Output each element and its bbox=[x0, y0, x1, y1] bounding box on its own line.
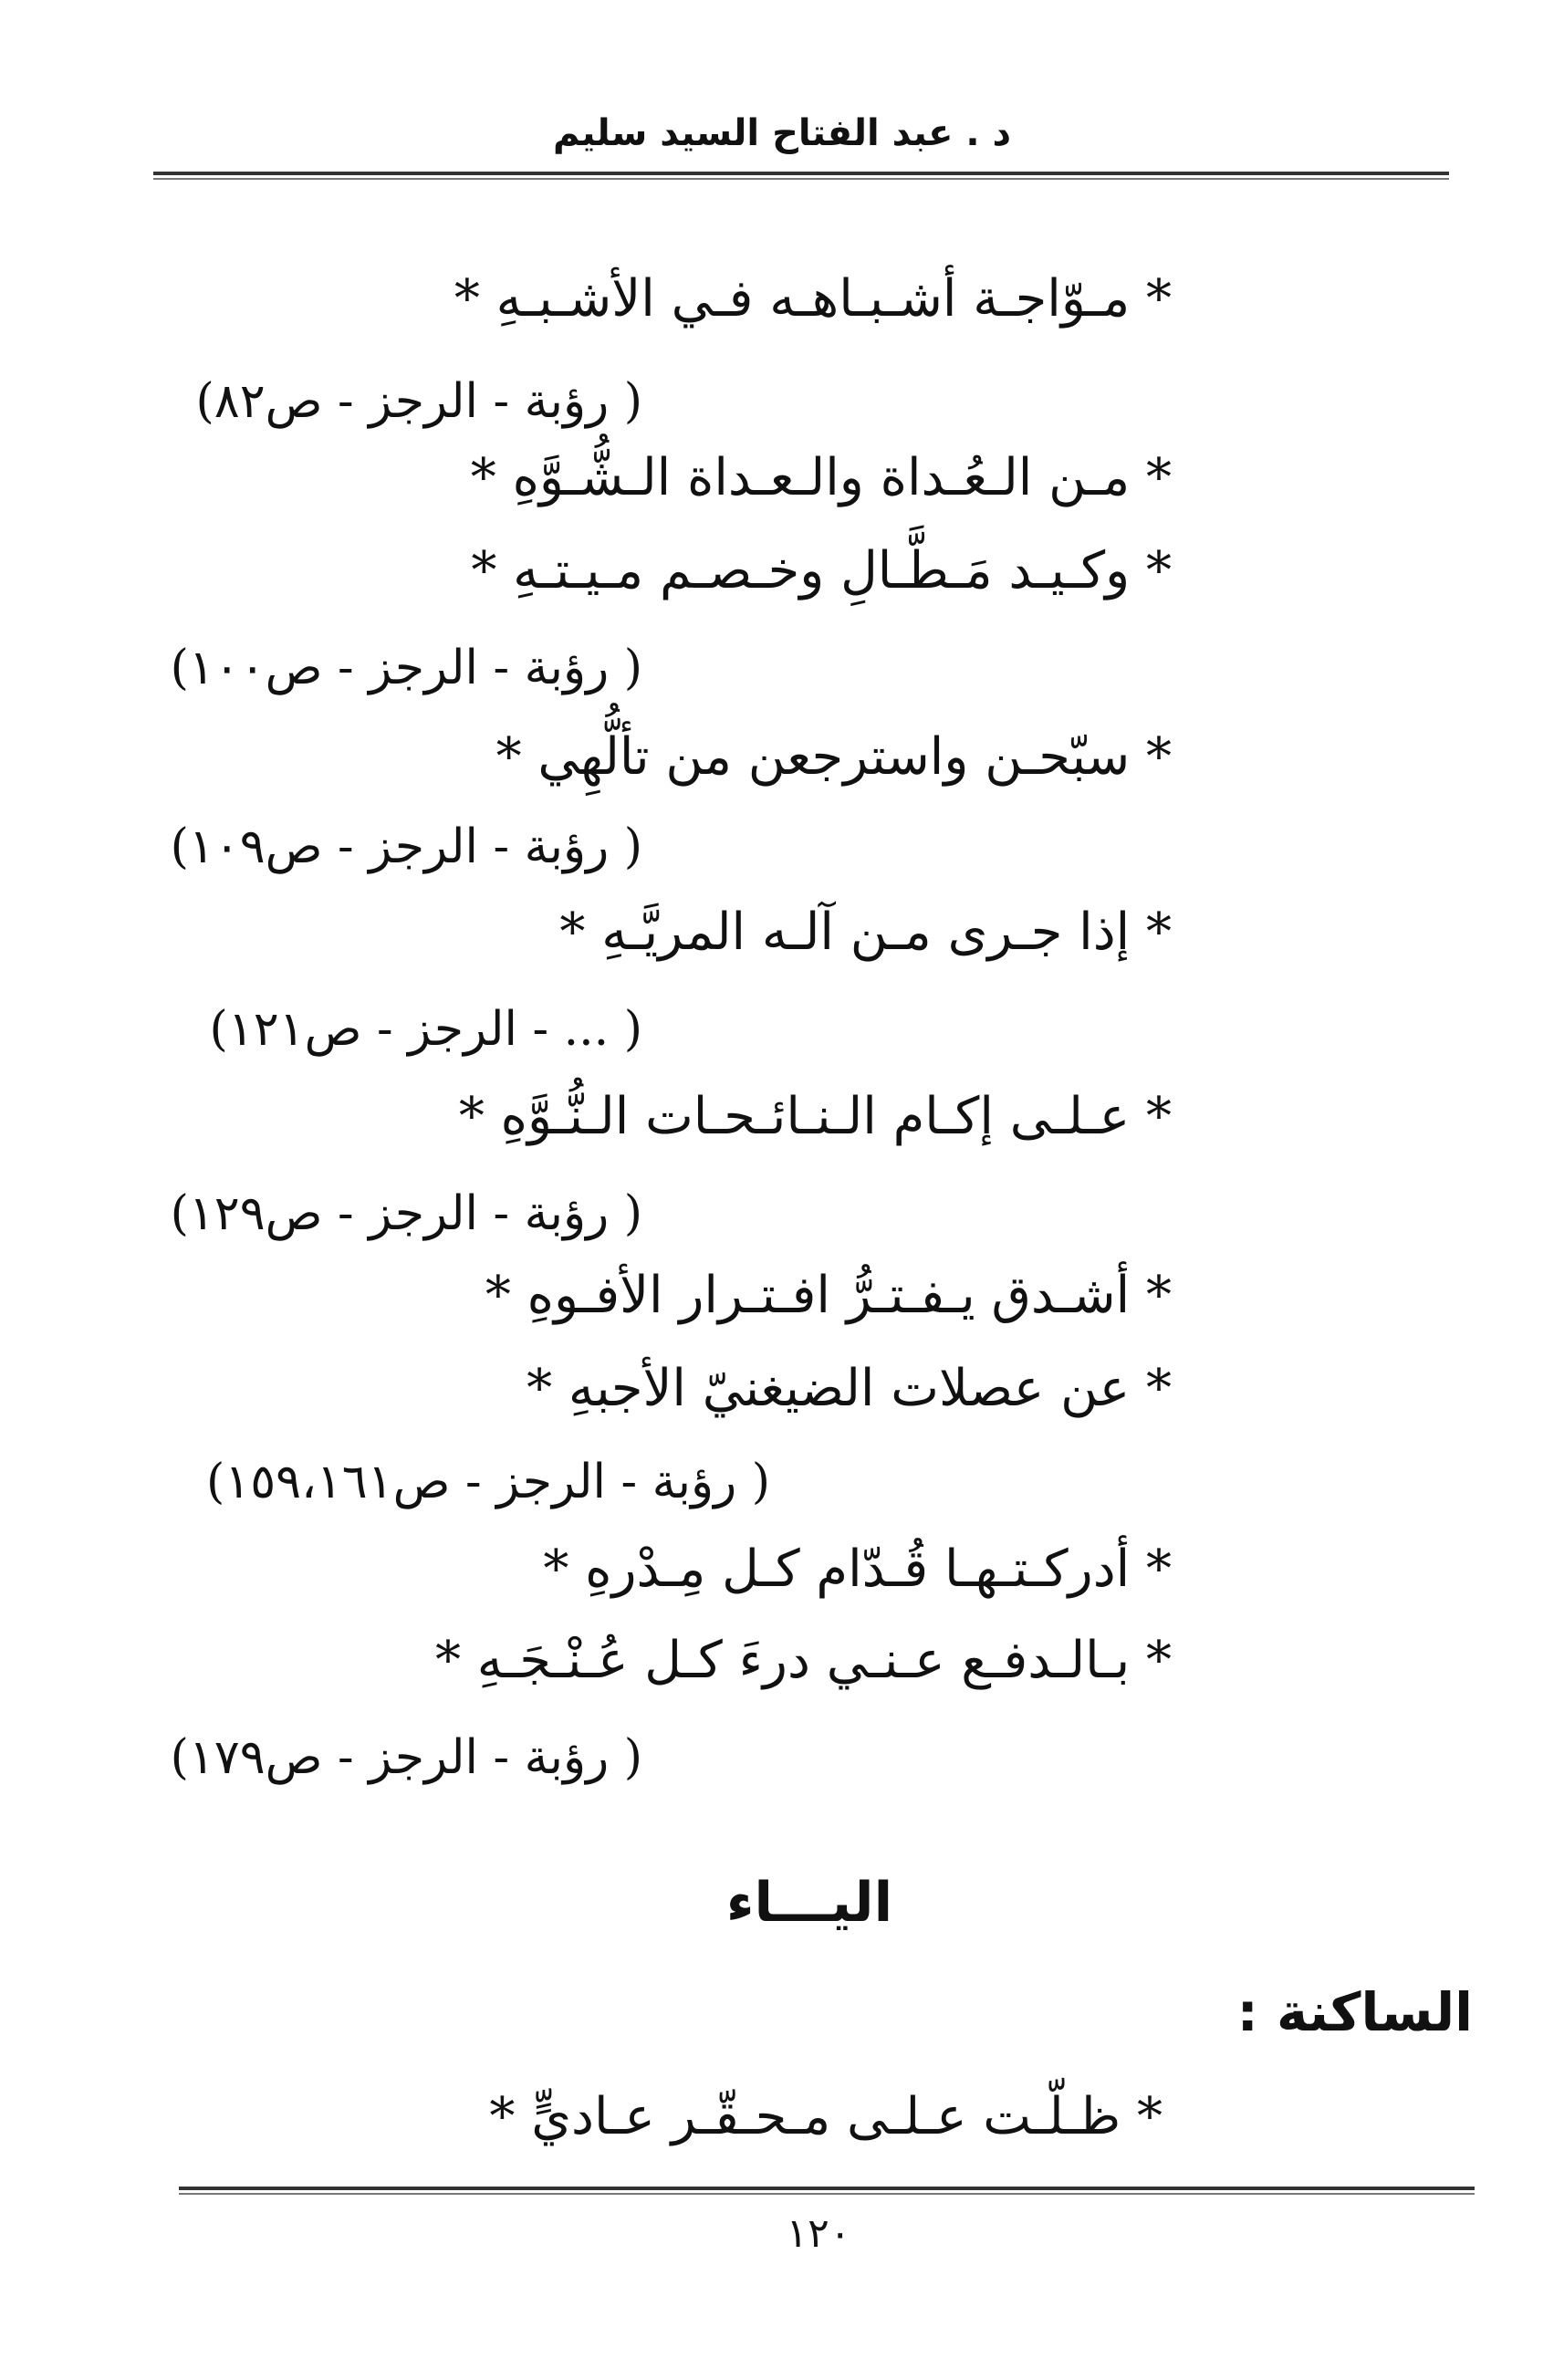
verse-line: * أشـدق يـفـتـرُّ افـتـرار الأفـوهِ * bbox=[485, 1266, 1172, 1325]
citation-line: ( رؤبة - الرجز - ص١٠٠) bbox=[170, 641, 642, 695]
citation-line: ( ... - الرجز - ص١٢١) bbox=[209, 1002, 642, 1057]
verse-line: * سبّحـن واسترجعن من تألُّهِي * bbox=[495, 727, 1172, 787]
citation-line: ( رؤبة - الرجز - ص١٥٩،١٦١) bbox=[205, 1455, 770, 1509]
citation-line: ( رؤبة - الرجز - ص٨٢) bbox=[195, 374, 642, 429]
verse-line: * مـن الـعُـداة والـعـداة الـشُّـوَّهِ * bbox=[470, 448, 1172, 507]
running-header: د . عبد الفتاح السيد سليم bbox=[552, 112, 1012, 154]
verse-line: * وكـيـد مَـطَّـالِ وخـصـم مـيـتـهِ * bbox=[471, 541, 1172, 600]
section-subtitle: الساكنة : bbox=[1236, 1981, 1473, 2043]
verse-line: * مـوّاجـة أشـبـاهـه فـي الأشـبـهِ * bbox=[454, 269, 1172, 329]
verse-line: * عن عصلات الضيغنيّ الأجبهِ * bbox=[527, 1359, 1172, 1418]
citation-line: ( رؤبة - الرجز - ص١٠٩) bbox=[170, 819, 642, 874]
verse-line: * أدركـتـهـا قُـدّام كـل مِـدْرهِ * bbox=[543, 1540, 1172, 1599]
header-rule bbox=[153, 172, 1449, 180]
footer-rule bbox=[179, 2187, 1475, 2195]
page-number: ١٢٠ bbox=[786, 2210, 851, 2257]
verse-line: * بـالـدفـع عـنـي درءَ كـل عُـنْـجَـهِ * bbox=[435, 1631, 1172, 1690]
section-title: اليـــاء bbox=[725, 1871, 893, 1935]
verse-line: * إذا جـرى مـن آلـه المريَّـهِ * bbox=[559, 903, 1172, 962]
citation-line: ( رؤبة - الرجز - ص١٧٩) bbox=[170, 1730, 642, 1785]
verse-line: * ظـلّـت عـلـى مـحـقّـر عـاديٍّ * bbox=[489, 2087, 1163, 2146]
citation-line: ( رؤبة - الرجز - ص١٢٩) bbox=[170, 1186, 642, 1241]
verse-line: * عـلـى إكـام الـنـائـحـات الـنُّـوَّهِ * bbox=[458, 1087, 1172, 1146]
